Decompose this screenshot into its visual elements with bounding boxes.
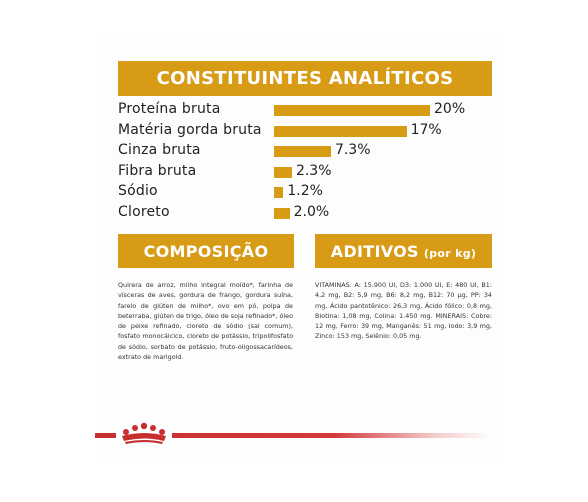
analytics-row-label: Fibra bruta bbox=[118, 162, 197, 179]
additives-text: VITAMINAS: A: 15.900 UI, D3: 1.000 UI, E: 480 UI, B1: 4,2 mg, B2: 5,9 mg, B6: 8,2 mg, B12: 70 µg, PP: 34 mg, Ácido pantotênico: 26,3 mg, Ácido fólico: 0,8 mg, Biotina: 1,08 mg, Colina: 1.450 mg. MINERAIS: Cobre: 12 mg, Ferro: 39 mg, Manganês: 51 mg, Iodo: 3,9 mg, Zinco: 153 mg, Selênio: 0,05 mg. bbox=[315, 281, 492, 341]
analytics-row-value: 2.0% bbox=[293, 204, 330, 220]
analytics-row-value: 1.2% bbox=[287, 183, 323, 200]
analytics-row-label: Matéria gorda bruta bbox=[118, 121, 262, 138]
analytics-row-bar bbox=[274, 187, 283, 198]
analytics-row-label: Cinza bruta bbox=[118, 142, 201, 159]
analytics-row bbox=[118, 183, 478, 203]
analytics-row-bar bbox=[274, 208, 290, 219]
additives-title bbox=[315, 234, 492, 268]
additives-title-suffix: (por kg) bbox=[423, 246, 477, 260]
analytics-row-bar bbox=[274, 105, 430, 116]
analytics-row-bar bbox=[274, 167, 292, 178]
royal-canin-crown-icon bbox=[116, 421, 172, 447]
analytics-row bbox=[118, 142, 478, 162]
analytics-title: CONSTITUINTES ANALÍTICOS bbox=[118, 61, 492, 96]
analytics-row-value: 2.3% bbox=[295, 162, 332, 179]
composition-text: Quirera de arroz, milho integral moído*, farinha de vísceras de aves, gordura de frango, gordura suína, farelo de glúten de milho*, ovo em pó, polpa de beterraba, glúten de trigo, óleo de soja refinado*, óleo de peixe refinado, cloreto de sódio (sal comum), fosfato monocálcico, cloreto de potássio, tripolifosfato de sódio, sorbato de potássio, fruto-oligossacarídeos, extrato de marigold. bbox=[118, 281, 293, 362]
analytics-row-label: Cloreto bbox=[118, 204, 170, 220]
analytics-row bbox=[118, 101, 478, 121]
analytics-row-label: Sódio bbox=[118, 183, 158, 200]
analytics-row bbox=[118, 122, 478, 142]
analytics-row bbox=[118, 163, 478, 183]
additives-title-text: ADITIVOS bbox=[330, 241, 419, 261]
analytics-row-value: 17% bbox=[410, 121, 442, 138]
analytics-row-bar bbox=[274, 126, 407, 137]
analytics-row bbox=[118, 204, 478, 224]
composition-title: COMPOSIÇÃO bbox=[118, 234, 294, 268]
analytics-row-value: 7.3% bbox=[334, 142, 371, 159]
analytics-row-label: Proteína bruta bbox=[118, 101, 221, 117]
analytics-row-value: 20% bbox=[434, 101, 466, 117]
analytics-row-bar bbox=[274, 146, 331, 157]
